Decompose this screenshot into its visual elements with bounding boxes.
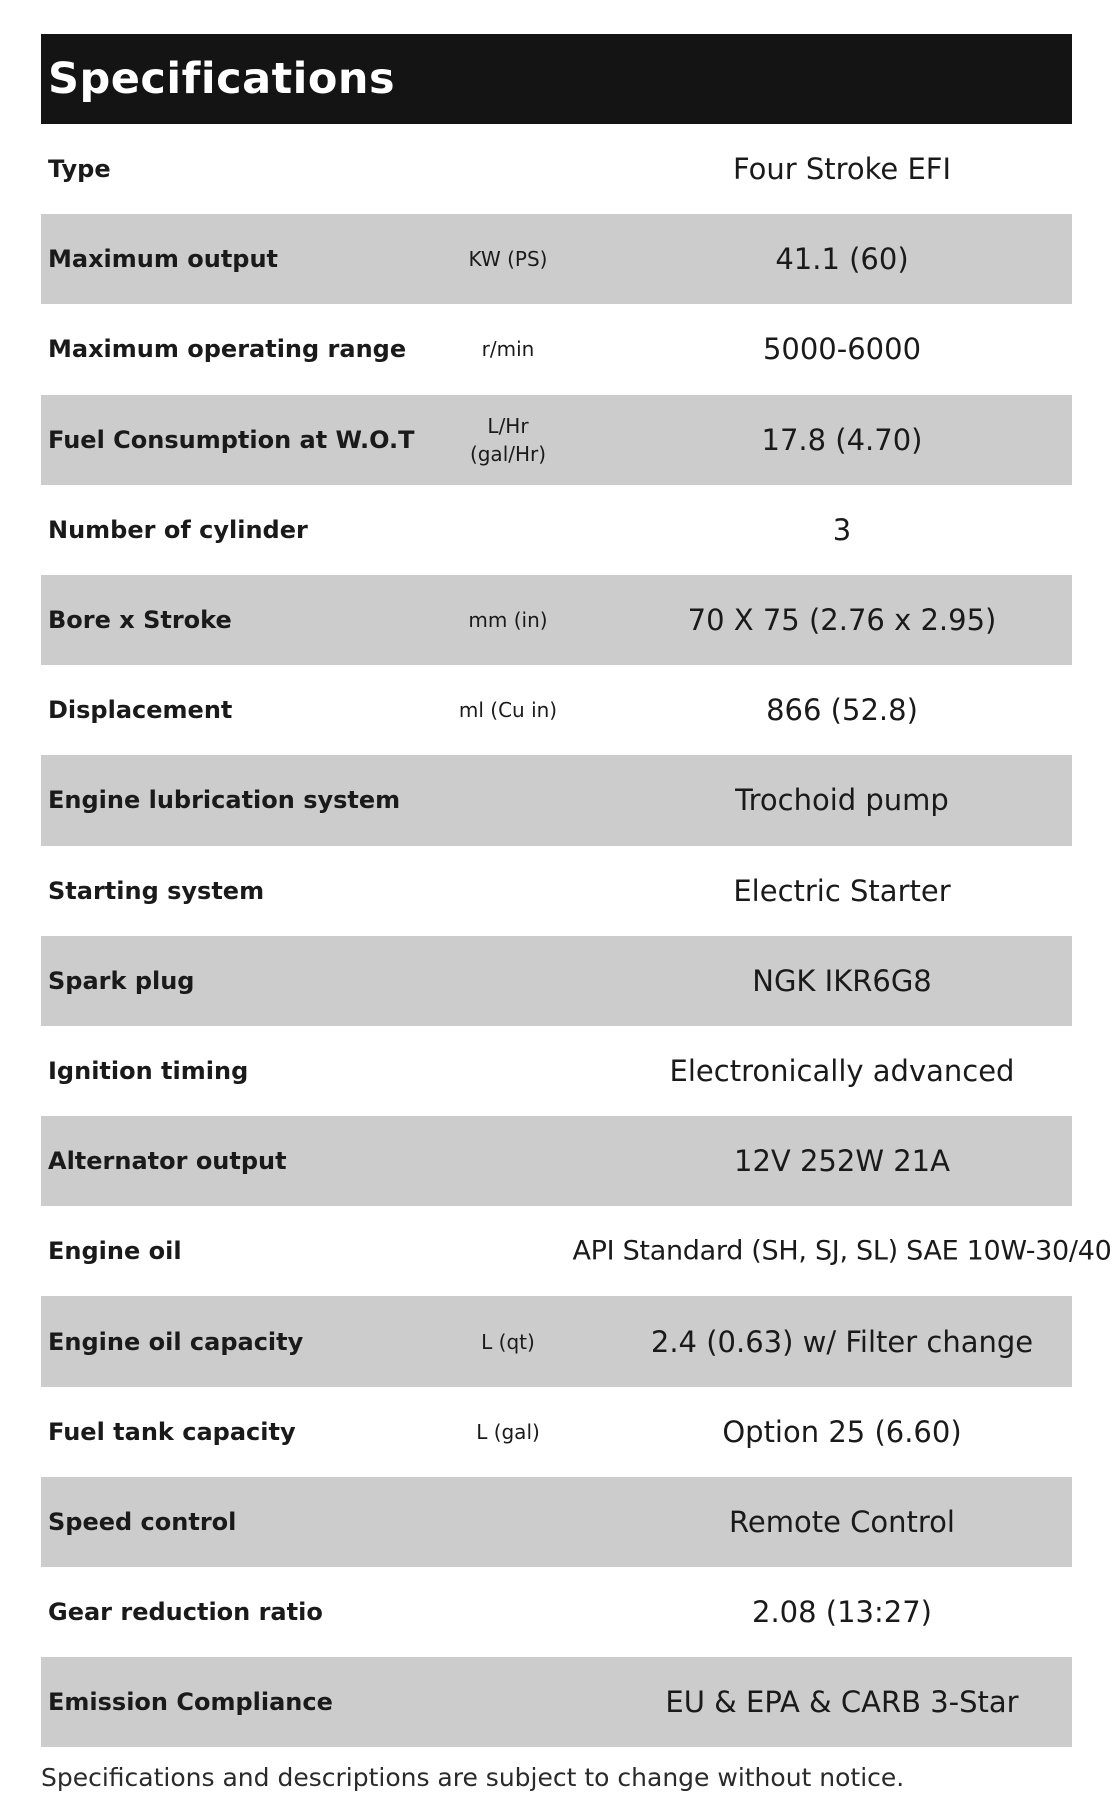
spec-value: 17.8 (4.70) <box>761 422 923 457</box>
spec-table <box>41 124 1112 1747</box>
spec-value: 12V 252W 21A <box>734 1144 950 1179</box>
spec-row-engine-oil <box>41 1206 1112 1296</box>
spec-row-spark-plug <box>41 936 1072 1026</box>
spec-unit: L/Hr (gal/Hr) <box>469 413 547 466</box>
spec-value: Option 25 (6.60) <box>722 1414 962 1449</box>
spec-unit: KW (PS) <box>468 247 548 272</box>
spec-label: Spark plug <box>48 966 195 995</box>
spec-value: EU & EPA & CARB 3-Star <box>665 1685 1019 1720</box>
spec-row-emission-compliance <box>41 1657 1072 1747</box>
spec-value: NGK IKR6G8 <box>752 963 932 998</box>
spec-label: Alternator output <box>48 1147 287 1176</box>
spec-row-fuel-consumption <box>41 395 1072 485</box>
spec-row-bore-stroke <box>41 575 1072 665</box>
spec-value: 41.1 (60) <box>775 242 909 277</box>
spec-value: 5000-6000 <box>762 332 922 367</box>
spec-label: Emission Compliance <box>48 1688 333 1717</box>
spec-label: Type <box>48 155 111 184</box>
spec-row-engine-oil-capacity <box>41 1296 1072 1386</box>
spec-label: Ignition timing <box>48 1056 249 1085</box>
spec-unit: L (gal) <box>476 1419 540 1444</box>
spec-value: 2.4 (0.63) w/ Filter change <box>650 1324 1034 1359</box>
spec-value: Four Stroke EFI <box>732 152 952 187</box>
spec-row-maximum-output <box>41 214 1072 304</box>
spec-value: Electric Starter <box>733 873 951 908</box>
spec-unit: r/min <box>481 337 535 362</box>
spec-row-maximum-operating-range <box>41 304 1072 394</box>
spec-label: Displacement <box>48 696 233 725</box>
spec-unit: L (qt) <box>481 1329 535 1354</box>
spec-value: 866 (52.8) <box>766 693 918 728</box>
spec-row-engine-lubrication <box>41 755 1072 845</box>
spec-value: Electronically advanced <box>669 1053 1015 1088</box>
spec-row-gear-reduction-ratio <box>41 1567 1072 1657</box>
page-title: Specifications <box>48 54 396 104</box>
disclaimer-note: Specifications and descriptions are subject to change without notice. <box>41 1763 905 1792</box>
spec-header <box>41 34 1072 124</box>
spec-label: Gear reduction ratio <box>48 1598 323 1627</box>
spec-value: Trochoid pump <box>735 783 949 818</box>
spec-label: Maximum operating range <box>48 335 407 364</box>
spec-unit: mm (in) <box>468 608 548 633</box>
spec-row-starting-system <box>41 846 1072 936</box>
spec-row-ignition-timing <box>41 1026 1072 1116</box>
spec-row-displacement <box>41 665 1072 755</box>
spec-label: Engine lubrication system <box>48 786 401 815</box>
spec-value: 70 X 75 (2.76 x 2.95) <box>687 603 997 638</box>
spec-label: Fuel tank capacity <box>48 1417 296 1446</box>
spec-label: Fuel Consumption at W.O.T <box>48 425 415 454</box>
spec-label: Number of cylinder <box>48 515 308 544</box>
spec-label: Engine oil capacity <box>48 1327 304 1356</box>
spec-row-fuel-tank-capacity <box>41 1387 1072 1477</box>
spec-label: Bore x Stroke <box>48 606 232 635</box>
spec-label: Maximum output <box>48 245 279 274</box>
spec-value: Remote Control <box>729 1504 955 1539</box>
spec-row-speed-control <box>41 1477 1072 1567</box>
spec-label: Starting system <box>48 876 265 905</box>
spec-row-number-of-cylinder <box>41 485 1072 575</box>
spec-value: API Standard (SH, SJ, SL) SAE 10W-30/40 <box>572 1235 1112 1267</box>
spec-value: 2.08 (13:27) <box>752 1595 932 1630</box>
spec-row-alternator-output <box>41 1116 1072 1206</box>
spec-label: Engine oil <box>48 1237 182 1266</box>
spec-label: Speed control <box>48 1507 237 1536</box>
spec-value: 3 <box>832 512 852 547</box>
spec-row-type <box>41 124 1072 214</box>
spec-unit: ml (Cu in) <box>458 698 558 723</box>
